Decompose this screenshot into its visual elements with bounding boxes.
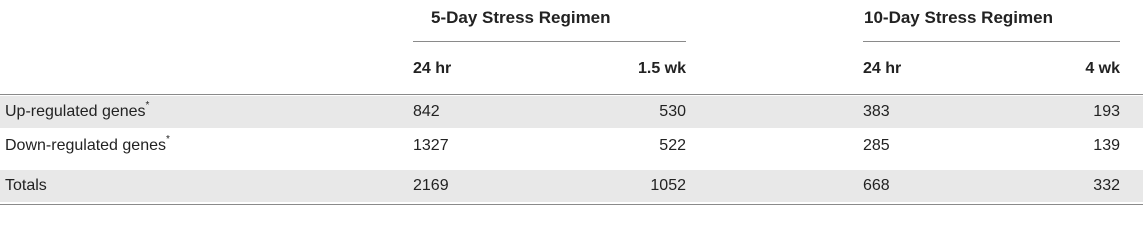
table-cell: 332 — [1093, 177, 1120, 194]
row-label: Down-regulated genes* — [5, 133, 170, 154]
group-rule-10-day — [863, 41, 1120, 42]
table-cell: 530 — [659, 103, 686, 120]
col-header-24hr-5day: 24 hr — [413, 60, 452, 77]
group-header-5-day: 5-Day Stress Regimen — [431, 8, 611, 27]
footnote-mark: * — [145, 99, 150, 111]
group-rule-5-day — [413, 41, 686, 42]
col-header-24hr-10day: 24 hr — [863, 60, 902, 77]
group-header-10-day: 10-Day Stress Regimen — [864, 8, 1053, 27]
table-cell: 193 — [1093, 103, 1120, 120]
table-cell: 2169 — [413, 177, 449, 194]
row-label: Totals — [5, 177, 47, 194]
table-cell: 668 — [863, 177, 890, 194]
table-row — [0, 96, 1143, 128]
table-cell: 1052 — [650, 177, 686, 194]
table-cell: 139 — [1093, 137, 1120, 154]
row-label: Up-regulated genes* — [5, 99, 150, 120]
header-rule — [0, 94, 1143, 95]
table-cell: 842 — [413, 103, 440, 120]
table-cell: 285 — [863, 137, 890, 154]
footnote-mark: * — [166, 133, 170, 145]
table-row — [0, 170, 1143, 202]
bottom-rule — [0, 204, 1143, 205]
table-cell: 383 — [863, 103, 890, 120]
col-header-1-5wk: 1.5 wk — [637, 60, 686, 77]
table-cell: 1327 — [413, 137, 449, 154]
table-row — [0, 130, 1143, 162]
table-cell: 522 — [659, 137, 686, 154]
col-header-4wk: 4 wk — [1085, 60, 1120, 77]
